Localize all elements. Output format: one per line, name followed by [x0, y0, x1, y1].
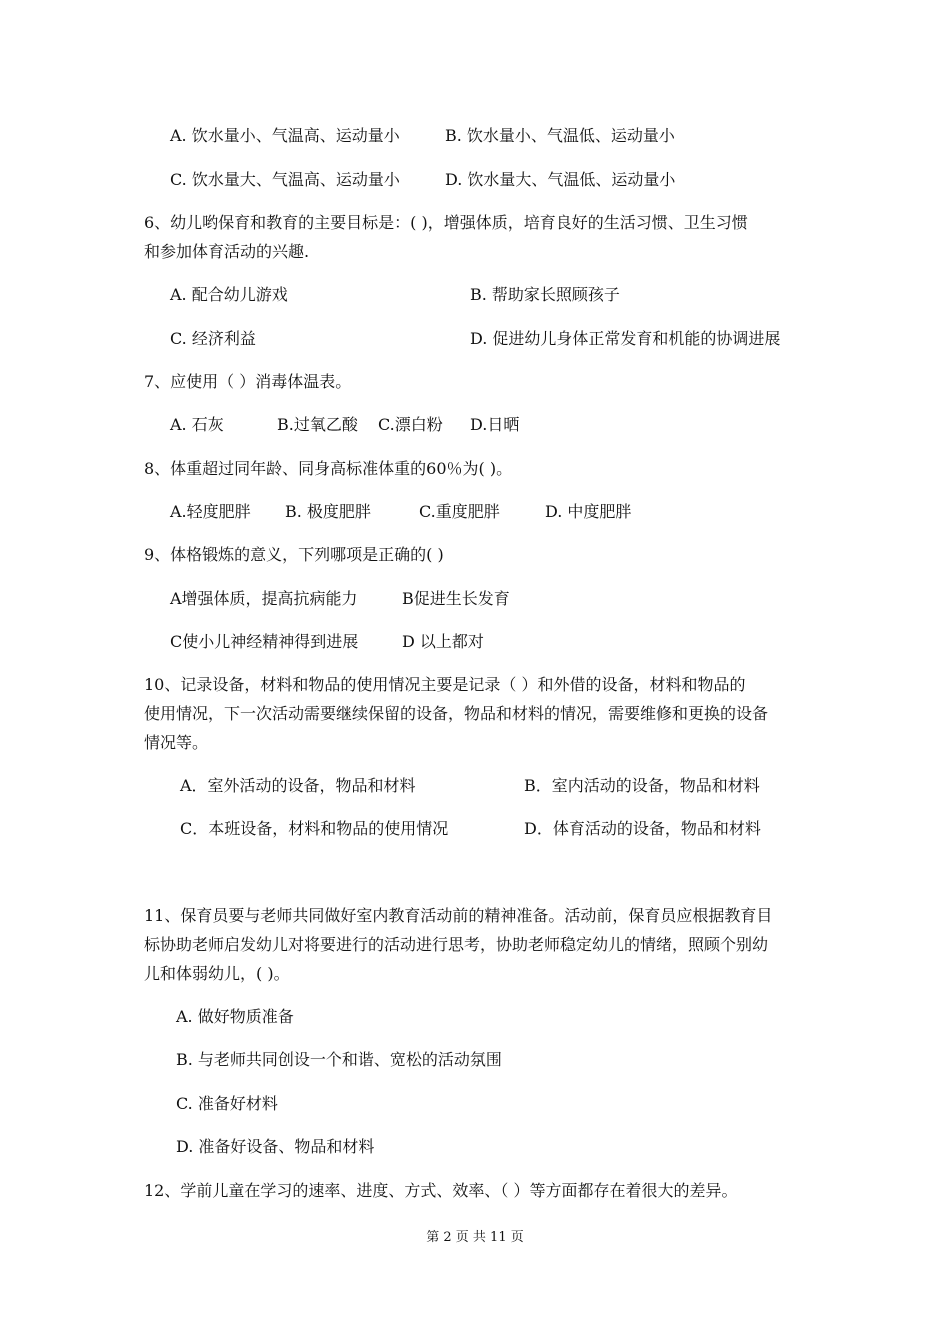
q9-stem: 9、体格锻炼的意义，下列哪项是正确的( )	[144, 545, 444, 564]
q7-option-b: B.过氧乙酸	[277, 415, 358, 434]
q10-stem-line-3: 情况等。	[144, 733, 209, 752]
q6-option-a: A. 配合幼儿游戏	[170, 285, 288, 304]
q7-option-d: D.日晒	[470, 415, 520, 434]
q8-option-a: A.轻度肥胖	[170, 502, 251, 521]
q6-stem-line-1: 6、幼儿哟保育和教育的主要目标是：( )，增强体质，培育良好的生活习惯、卫生习惯	[144, 213, 748, 232]
q5-option-c: C. 饮水量大、气温高、运动量小	[170, 170, 400, 189]
q10-stem-line-2: 使用情况，下一次活动需要继续保留的设备，物品和材料的情况，需要维修和更换的设备	[144, 704, 769, 723]
q11-stem-line-3: 儿和体弱幼儿，( )。	[144, 964, 290, 983]
q11-stem-line-2: 标协助老师启发幼儿对将要进行的活动进行思考，协助老师稳定幼儿的情绪，照顾个别幼	[144, 935, 769, 954]
q9-option-a: A增强体质，提高抗病能力	[170, 589, 358, 608]
q6-option-b: B. 帮助家长照顾孩子	[470, 285, 620, 304]
q11-stem-line-1: 11、保育员要与老师共同做好室内教育活动前的精神准备。活动前，保育员应根据教育目	[144, 906, 773, 925]
q8-option-c: C.重度肥胖	[419, 502, 500, 521]
q5-option-d: D. 饮水量大、气温低、运动量小	[445, 170, 676, 189]
q9-option-c: C使小儿神经精神得到进展	[170, 632, 359, 651]
q6-stem-line-2: 和参加体育活动的兴趣.	[144, 242, 310, 261]
q9-option-b: B促进生长发育	[402, 589, 510, 608]
page-number: 第 2 页 共 11 页	[426, 1230, 524, 1245]
q11-option-d: D. 准备好设备、物品和材料	[176, 1137, 375, 1156]
q11-option-a: A. 做好物质准备	[176, 1007, 294, 1026]
q6-option-d: D. 促进幼儿身体正常发育和机能的协调进展	[470, 329, 781, 348]
q8-option-d: D. 中度肥胖	[545, 502, 632, 521]
q10-option-b: B．室内活动的设备，物品和材料	[524, 776, 760, 795]
q5-option-b: B. 饮水量小、气温低、运动量小	[445, 126, 675, 145]
q7-option-a: A. 石灰	[170, 415, 224, 434]
q10-option-a: A．室外活动的设备，物品和材料	[180, 776, 416, 795]
q7-stem: 7、应使用（ ）消毒体温表。	[144, 372, 352, 391]
q10-option-c: C．本班设备，材料和物品的使用情况	[180, 819, 449, 838]
q12-stem: 12、学前儿童在学习的速率、进度、方式、效率、（ ）等方面都存在着很大的差异。	[144, 1181, 738, 1200]
q7-option-c: C.漂白粉	[378, 415, 443, 434]
q5-option-a: A. 饮水量小、气温高、运动量小	[170, 126, 400, 145]
q9-option-d: D 以上都对	[402, 632, 484, 651]
q11-option-b: B. 与老师共同创设一个和谐、宽松的活动氛围	[176, 1050, 502, 1069]
q10-stem-line-1: 10、记录设备，材料和物品的使用情况主要是记录（ ）和外借的设备，材料和物品的	[144, 675, 746, 694]
q10-option-d: D．体育活动的设备，物品和材料	[524, 819, 761, 838]
q8-stem: 8、体重超过同年龄、同身高标准体重的60％为( )。	[144, 459, 513, 478]
q8-option-b: B. 极度肥胖	[285, 502, 371, 521]
q6-option-c: C. 经济利益	[170, 329, 256, 348]
q11-option-c: C. 准备好材料	[176, 1094, 278, 1113]
